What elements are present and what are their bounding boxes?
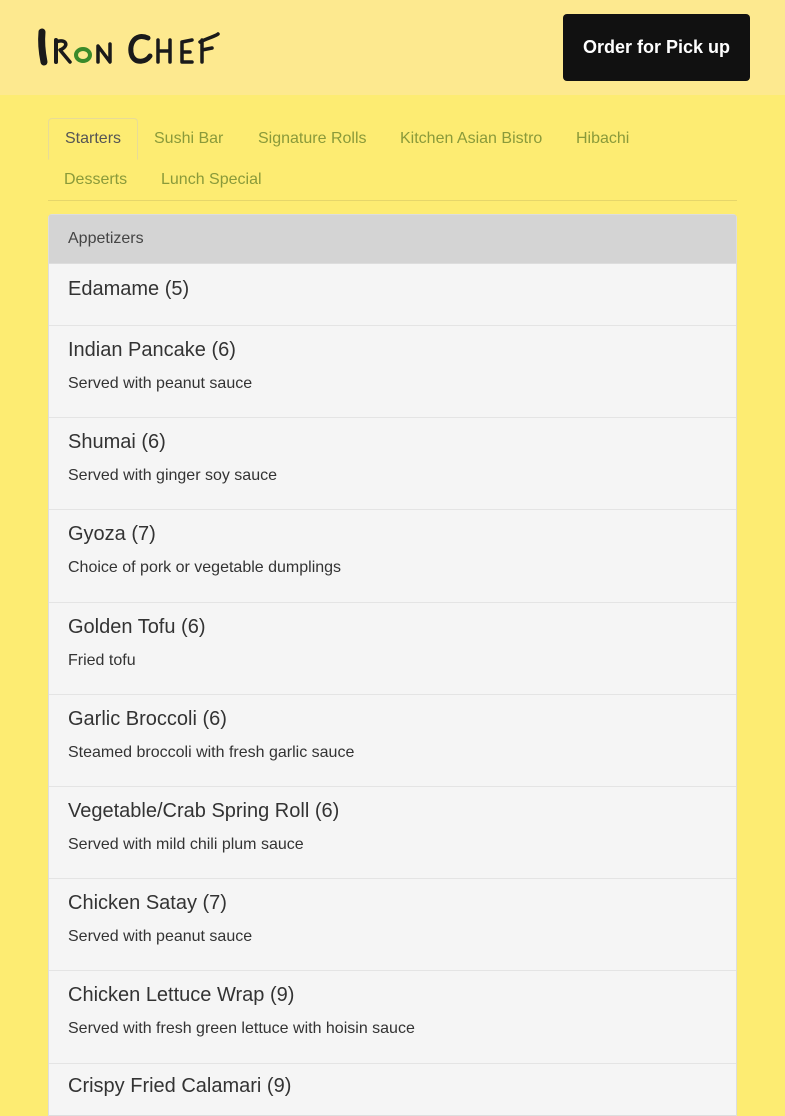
menu-item-description: Served with peanut sauce [68, 928, 253, 945]
tab-lunch-special[interactable]: Lunch Special [161, 171, 262, 188]
menu-item[interactable] [49, 786, 736, 878]
tab-starters[interactable]: Starters [48, 118, 138, 160]
menu-item-description: Choice of pork or vegetable dumplings [68, 559, 342, 576]
menu-item-name: Crispy Fried Calamari (9) [68, 1075, 292, 1097]
menu-item-description: Served with ginger soy sauce [68, 467, 277, 484]
menu-item-description: Served with peanut sauce [68, 375, 253, 392]
menu-item[interactable] [49, 325, 736, 417]
menu-item[interactable] [49, 417, 736, 509]
menu-panel [48, 214, 737, 1116]
menu-item-name: Shumai (6) [68, 431, 166, 453]
tab-sushi-bar[interactable]: Sushi Bar [154, 130, 224, 147]
menu-item[interactable] [49, 602, 736, 694]
menu-item-name: Edamame (5) [68, 278, 190, 300]
tab-kitchen-asian-bistro[interactable]: Kitchen Asian Bistro [400, 130, 543, 147]
order-pickup-button[interactable]: Order for Pick up [563, 14, 750, 81]
iron-chef-logo[interactable] [36, 26, 220, 68]
menu-tabs [48, 118, 737, 201]
section-heading: Appetizers [49, 215, 736, 264]
menu-item-description: Steamed broccoli with fresh garlic sauce [68, 744, 355, 761]
menu-item[interactable] [49, 694, 736, 786]
menu-item-description: Served with mild chili plum sauce [68, 836, 304, 853]
menu-item[interactable] [49, 509, 736, 602]
tab-hibachi[interactable]: Hibachi [576, 130, 630, 147]
menu-item-name: Indian Pancake (6) [68, 339, 236, 361]
site-header [0, 0, 785, 95]
menu-item-description: Fried tofu [68, 652, 136, 669]
menu-item[interactable] [49, 878, 736, 970]
tab-signature-rolls[interactable]: Signature Rolls [258, 130, 367, 147]
menu-item[interactable] [49, 970, 736, 1063]
menu-item[interactable] [49, 264, 736, 324]
menu-item-name: Vegetable/Crab Spring Roll (6) [68, 800, 340, 822]
tab-desserts[interactable]: Desserts [64, 171, 128, 188]
menu-item-name: Chicken Satay (7) [68, 892, 227, 914]
menu-item-name: Gyoza (7) [68, 523, 156, 545]
menu-item-name: Chicken Lettuce Wrap (9) [68, 984, 295, 1006]
menu-item-name: Garlic Broccoli (6) [68, 708, 227, 730]
menu-item-description: Served with fresh green lettuce with hoisin sauce [68, 1020, 415, 1037]
menu-item-name: Golden Tofu (6) [68, 616, 206, 638]
